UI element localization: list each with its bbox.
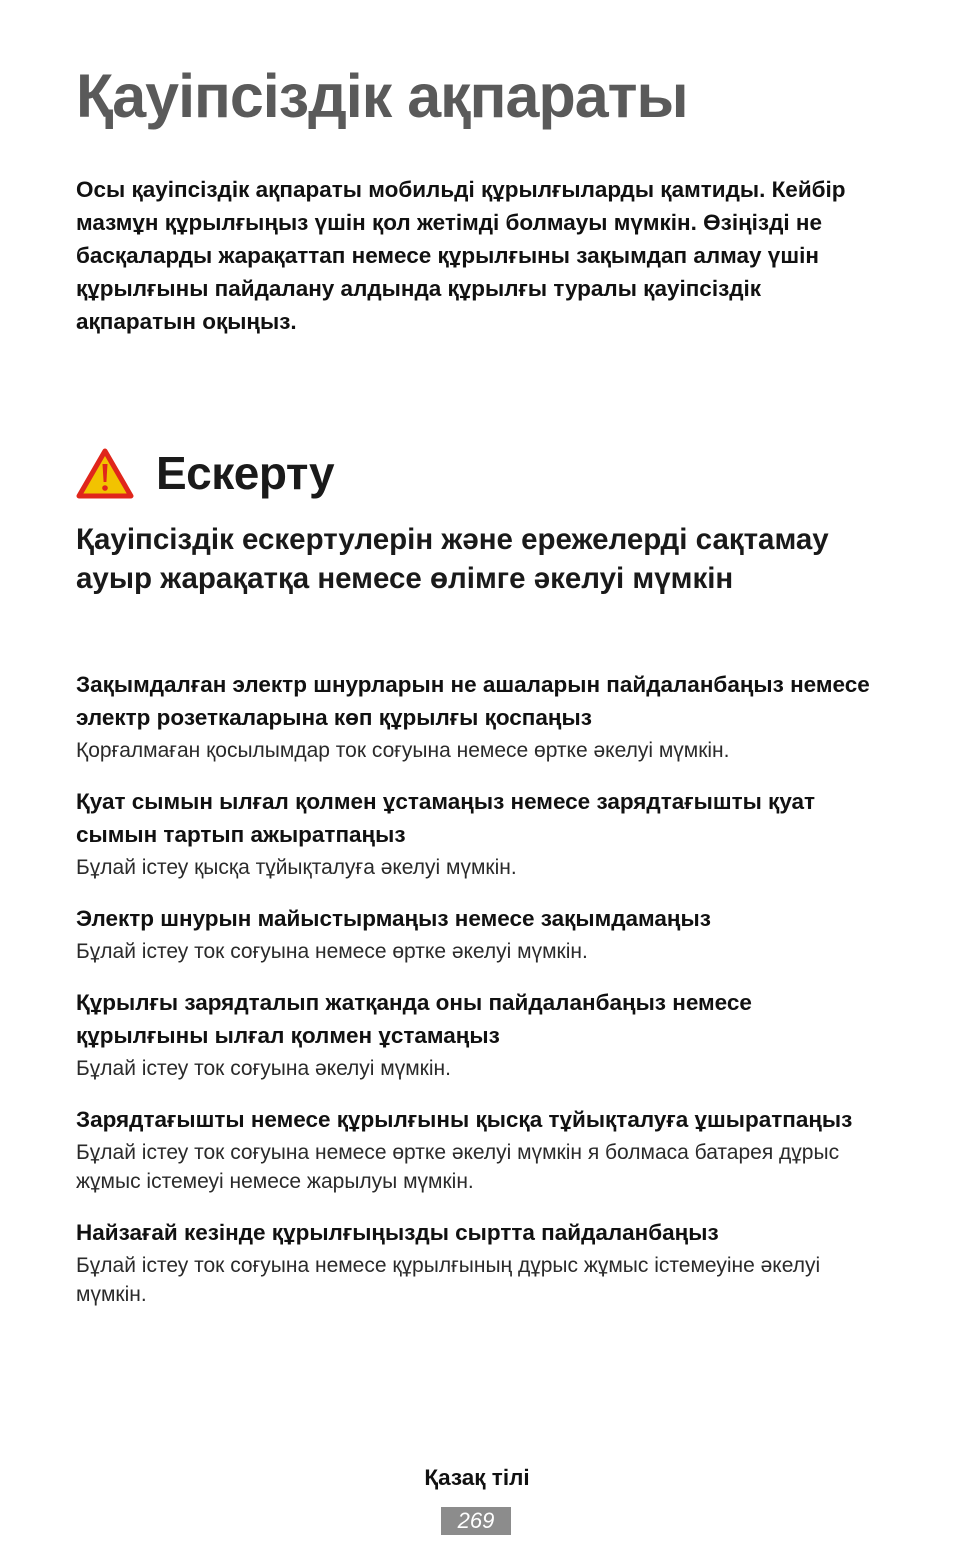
safety-item-heading: Зарядтағышты немесе құрылғыны қысқа тұйықталуға ұшыратпаңыз	[76, 1107, 853, 1132]
safety-item-heading: Құрылғы зарядталып жатқанда оны пайдаланбаңыз немесе құрылғыны ылғал қолмен ұстамаңыз	[76, 990, 752, 1048]
safety-item-body: Бұлай істеу ток соғуына немесе құрылғының дұрыс жұмыс істемеуіне әкелуі мүмкін.	[76, 1254, 821, 1306]
page-title: Қауіпсіздік ақпараты	[76, 62, 688, 130]
warning-title: Ескерту	[156, 447, 335, 499]
safety-item	[76, 785, 886, 882]
page-number: 269	[441, 1507, 511, 1535]
safety-item	[76, 986, 886, 1083]
safety-item	[76, 1216, 886, 1309]
safety-item-heading: Зақымдалған электр шнурларын не ашаларын пайдаланбаңыз немесе электр розеткаларына көп құрылғы қоспаңыз	[76, 672, 870, 730]
safety-item	[76, 1103, 886, 1196]
safety-item-body: Бұлай істеу ток соғуына немесе өртке әкелуі мүмкін я болмаса батарея дұрыс жұмыс істемеуі немесе жарылуы мүмкін.	[76, 1141, 840, 1193]
safety-items-list	[76, 668, 886, 1329]
footer-language: Қазақ тілі	[424, 1465, 530, 1490]
intro-paragraph: Осы қауіпсіздік ақпараты мобильді құрылғыларды қамтиды. Кейбір мазмұн құрылғыңыз үшін қол жетімді болмауы мүмкін. Өзіңізді не басқаларды жарақаттап немесе құрылғыны зақымдап алмау үшін құрылғыны пайдалану алдында құрылғы туралы қауіпсіздік ақпаратын оқыңыз.	[76, 177, 846, 334]
safety-item-heading: Электр шнурын майыстырмаңыз немесе зақымдамаңыз	[76, 906, 711, 931]
safety-item-heading: Найзағай кезінде құрылғыңызды сыртта пайдаланбаңыз	[76, 1220, 719, 1245]
safety-item	[76, 668, 886, 765]
safety-item-body: Бұлай істеу ток соғуына немесе өртке әкелуі мүмкін.	[76, 940, 588, 963]
safety-item	[76, 902, 886, 966]
safety-item-body: Бұлай істеу ток соғуына әкелуі мүмкін.	[76, 1057, 451, 1080]
safety-item-body: Қорғалмаған қосылымдар ток соғуына немесе өртке әкелуі мүмкін.	[76, 739, 730, 762]
warning-triangle-icon	[76, 447, 134, 499]
warning-subtitle: Қауіпсіздік ескертулерін және ережелерді сақтамау ауыр жарақатқа немесе өлімге әкелуі мүмкін	[76, 523, 829, 595]
safety-item-body: Бұлай істеу қысқа тұйықталуға әкелуі мүмкін.	[76, 856, 517, 879]
safety-item-heading: Қуат сымын ылғал қолмен ұстамаңыз немесе зарядтағышты қуат сымын тартып ажыратпаңыз	[76, 789, 816, 847]
warning-heading	[76, 440, 334, 506]
